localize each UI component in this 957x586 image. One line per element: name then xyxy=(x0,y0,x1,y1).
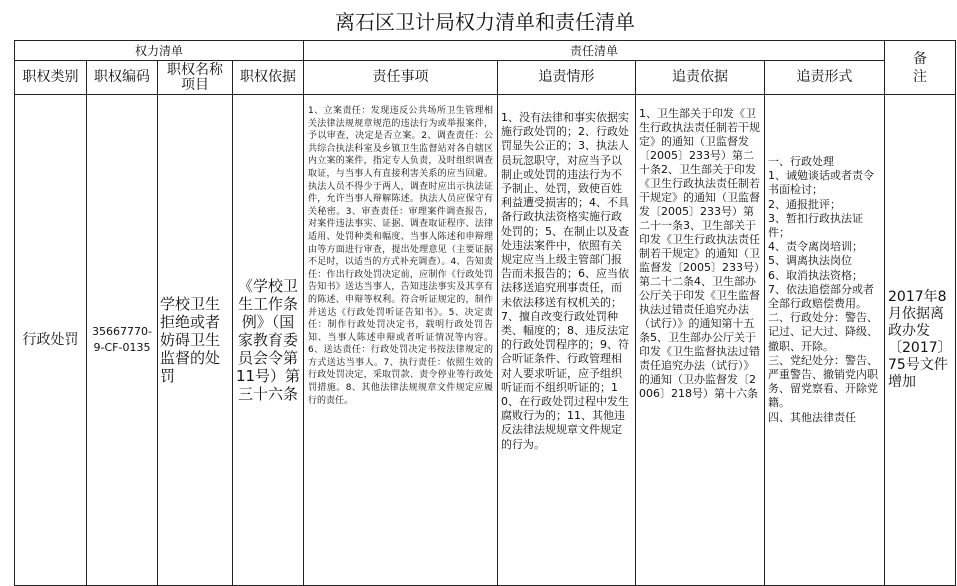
circumstances-cell: 1、没有法律和事实依据实施行政处罚的；2、行政处罚显失公正的；3、执法人员玩忽职守，对应当予以制止或处罚的违法行为不予制止、处罚，致使百姓利益遭受损害的；4、不具备行政执法资格实施行政处罚的；5、在制止以及查处违法案件中，依照有关规定应当上级主管部门报告而未报告的；6、应当依法移送追究刑事责任，而未依法移送有权机关的；7、擅自改变行政处罚种类、幅度的；8、违反法定的行政处罚程序的；9、符合听证条件、行政管理相对人要求听证，应予组织听证而不组织听证的；10、在行政处罚过程中发生腐败行为的；11、其他违反法律法规规章文件规定的行为。 xyxy=(498,95,636,586)
matters-header: 责任事项 xyxy=(304,61,498,95)
accountability-basis-header: 追责依据 xyxy=(636,61,765,95)
category-header: 职权类别 xyxy=(15,61,87,95)
name-cell: 学校卫生拒绝或者妨碍卫生监督的处罚 xyxy=(158,95,233,586)
matters-cell: 1、立案责任：发现违反公共场所卫生管理相关法律法规规章规范的违法行为或举报案件，予以审查，决定是否立案。2、调查责任：公共综合执法科室及乡镇卫生监督站对各自辖区内立案的案件，指定专人负责，及时组织调查取证，与当事人有直接利害关系的应当回避。执法人员不得少于两人，调查时应出示执法证件，允许当事人辩解陈述。执法人员应保守有关秘密。3、审查责任：审理案件调查报告，对案件违法事实、证据、调查取证程序、法律适用、处罚种类和幅度、当事人陈述和申辩理由等方面进行审查，提出处理意见（主要证据不足时，以适当的方式补充调查）。4、告知责任：作出行政处罚决定前，应制作《行政处罚告知书》送达当事人，告知违法事实及其享有的陈述、申辩等权利。符合听证规定的，制作并送达《行政处罚听证告知书》。5、决定责任：制作行政处罚决定书，载明行政处罚告知、当事人陈述申辩或者听证情况等内容。6、送达责任：行政处罚决定书按法律规定的方式送达当事人。7、执行责任：依照生效的行政处罚决定，采取罚款、责令停业等行政处罚措施。8、其他法律法规规章文件规定应履行的责任。 xyxy=(304,95,498,586)
note-header: 备 注 xyxy=(885,41,956,95)
table-row xyxy=(15,95,956,586)
form-header: 追责形式 xyxy=(765,61,885,95)
category-cell: 行政处罚 xyxy=(15,95,87,586)
responsibility-list-sheet xyxy=(14,0,955,527)
code-cell: 35667770-9-CF-0135 xyxy=(87,95,158,586)
circumstances-header: 追责情形 xyxy=(498,61,636,95)
code-header: 职权编码 xyxy=(87,61,158,95)
note-cell: 2017年8月依据离政办发〔2017〕75号文件增加 xyxy=(885,95,956,586)
power-responsibility-table xyxy=(14,0,956,586)
form-cell: 一、行政处理 1、诫勉谈话或者责令书面检讨； 2、通报批评； 3、暂扣行政执法证件； 4、责令离岗培训； 5、调离执法岗位 6、取消执法资格； 7、依法追偿部分或者全部行政赔偿费用。 二、行政处分：警告、记过、记大过、降级、撤职、开除。 三、党纪处分：警告、严重警告、撤销党内职务、留党察看、开除党籍。 四、其他法律责任 xyxy=(765,95,885,586)
responsibility-list-group-header: 责任清单 xyxy=(304,41,885,61)
basis-header: 职权依据 xyxy=(233,61,304,95)
power-list-group-header: 权力清单 xyxy=(15,41,304,61)
name-header: 职权名称 项目 xyxy=(158,61,233,95)
accountability-basis-cell: 1、卫生部关于印发《卫生行政执法责任制若干规定》的通知（卫监督发〔2005〕233号）第二十条2、卫生部关于印发《卫生行政执法责任制若干规定》的通知（卫监督发〔2005〕233号）第二十一条3、卫生部关于印发《卫生行政执法责任制若干规定》的通知（卫监督发〔2005〕233号）第二十二条4、卫生部办公厅关于印发《卫生监督执法过错责任追究办法（试行）》的通知第十五条5、卫生部办公厅关于印发《卫生监督执法过错责任追究办法（试行）》的通知（卫办监督发〔2006〕218号）第十六条 xyxy=(636,95,765,586)
page-title: 离石区卫计局权力清单和责任清单 xyxy=(15,0,956,41)
basis-cell: 《学校卫生工作条例》（国家教育委员会令第11号）第三十六条 xyxy=(233,95,304,586)
